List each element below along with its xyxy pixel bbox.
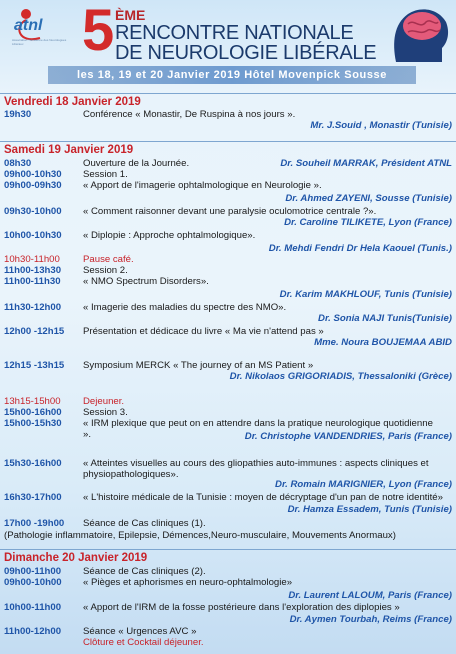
item-time: 10h00-10h30 [4, 230, 62, 241]
item-description: « Comment raisonner devant une paralysie oculomotrice centrale ?». [83, 206, 377, 217]
item-description: Session 3. [83, 407, 128, 418]
item-description: Symposium MERCK « The journey of an MS Patient » [83, 360, 314, 371]
item-time: 10h30-11h00 [4, 254, 60, 265]
item-time: 19h30 [4, 109, 32, 120]
day-divider [0, 549, 456, 550]
day-heading: Vendredi 18 Janvier 2019 [4, 96, 141, 108]
item-time: 11h00-12h00 [4, 626, 62, 637]
item-time: 12h00 -12h15 [4, 326, 65, 337]
item-time: 13h15-15h00 [4, 396, 61, 407]
item-time: 09h00-11h00 [4, 566, 62, 577]
item-speaker: Dr. Romain MARIGNIER, Lyon (France) [275, 479, 452, 490]
item-time: 09h30-10h00 [4, 206, 62, 217]
day-divider [0, 93, 456, 94]
item-speaker: Dr. Sonia NAJI Tunis(Tunisie) [318, 313, 452, 324]
item-speaker: Dr. Christophe VANDENDRIES, Paris (France) [244, 431, 452, 442]
edition-ordinal: ÈME [115, 7, 146, 23]
item-speaker: Dr. Karim MAKHLOUF, Tunis (Tunisie) [279, 289, 452, 300]
item-description: « IRM plexique que peut on en attendre dans la pratique neurologique quotidienne ». [83, 418, 433, 440]
item-time: 10h00-11h00 [4, 602, 62, 613]
item-description: « Imagerie des maladies du spectre des NMO». [83, 302, 287, 313]
item-description: Conférence « Monastir, De Ruspina à nos jours ». [83, 109, 296, 120]
item-description: Dejeuner. [83, 396, 125, 407]
item-time: 08h30 [4, 158, 32, 169]
item-time: 09h00-09h30 [4, 180, 62, 191]
logo-subtitle: Association Tunisienne des Neurologues Libéraux [12, 38, 67, 46]
item-speaker: Mme. Noura BOUJEMAA ABID [314, 337, 452, 348]
item-description: « Apport de l'imagerie ophtalmologique en Neurologie ». [83, 180, 322, 191]
atnl-logo [4, 4, 76, 60]
item-speaker: Mr. J.Souid , Monastir (Tunisie) [310, 120, 452, 131]
item-time: 11h00-13h30 [4, 265, 62, 276]
item-time: 09h00-10h30 [4, 169, 62, 180]
edition-number: 5 [82, 0, 115, 63]
item-description: Clôture et Cocktail déjeuner. [83, 637, 204, 648]
item-description: « NMO Spectrum Disorders». [83, 276, 209, 287]
item-speaker: Dr. Laurent LALOUM, Paris (France) [288, 590, 452, 601]
item-speaker: Dr. Mehdi Fendri Dr Hela Kaouel (Tunis.) [268, 243, 452, 254]
item-description: Séance « Urgences AVC » [83, 626, 197, 637]
item-description: Session 1. [83, 169, 128, 180]
item-description: « Apport de l'IRM de la fosse postérieure dans l'exploration des diplopies » [83, 602, 400, 613]
item-time: 11h00-11h30 [4, 276, 61, 287]
title-line-2: DE NEUROLOGIE LIBÉRALE [115, 42, 377, 64]
item-description: Pause café. [83, 254, 134, 265]
item-time: 15h30-16h00 [4, 458, 62, 469]
item-description: Séance de Cas cliniques (2). [83, 566, 206, 577]
item-description: « Diplopie : Approche ophtalmologique». [83, 230, 256, 241]
brain-head-icon [386, 2, 452, 66]
item-description: Présentation et dédicace du livre « Ma vie n'attend pas » [83, 326, 324, 337]
item-speaker: Dr. Souheil MARRAK, Président ATNL [280, 158, 452, 169]
day-heading: Samedi 19 Janvier 2019 [4, 144, 134, 156]
item-description: « L'histoire médicale de la Tunisie : moyen de décryptage d'un pan de notre identité» [83, 492, 443, 503]
item-time: 15h00-15h30 [4, 418, 62, 429]
item-description: « Atteintes visuelles au cours des gliopathies auto-immunes : aspects cliniques et physiopathologiques». [83, 458, 429, 480]
item-speaker: Dr. Ahmed ZAYENI, Sousse (Tunisie) [285, 193, 452, 204]
item-description: Session 2. [83, 265, 128, 276]
item-time: 11h30-12h00 [4, 302, 62, 313]
item-description: Séance de Cas cliniques (1). [83, 518, 206, 529]
item-time: 12h15 -13h15 [4, 360, 65, 371]
item-time: 15h00-16h00 [4, 407, 62, 418]
item-time: 17h00 -19h00 [4, 518, 65, 529]
item-speaker: Dr. Aymen Tourbah, Reims (France) [289, 614, 452, 625]
item-speaker: Dr. Caroline TILIKETE, Lyon (France) [284, 217, 452, 228]
header [0, 0, 456, 66]
item-speaker: Dr. Nikolaos GRIGORIADIS, Thessaloniki (Grèce) [229, 371, 452, 382]
event-dates-banner: les 18, 19 et 20 Janvier 2019 Hôtel Movenpick Sousse [48, 66, 416, 84]
item-description: Ouverture de la Journée. [83, 158, 190, 169]
day-divider [0, 141, 456, 142]
day-heading: Dimanche 20 Janvier 2019 [4, 552, 148, 564]
title-line-1: RENCONTRE NATIONALE [115, 22, 354, 44]
item-description: « Pièges et aphorismes en neuro-ophtalmologie» [83, 577, 293, 588]
item-description-detail: (Pathologie inflammatoire, Epilepsie, Démences,Neuro-musculaire, Mouvements Anormaux) [4, 530, 396, 541]
logo-text: atnl [14, 17, 43, 34]
item-speaker: Dr. Hamza Essadem, Tunis (Tunisie) [287, 504, 452, 515]
item-time: 16h30-17h00 [4, 492, 62, 503]
item-time: 09h00-10h00 [4, 577, 62, 588]
